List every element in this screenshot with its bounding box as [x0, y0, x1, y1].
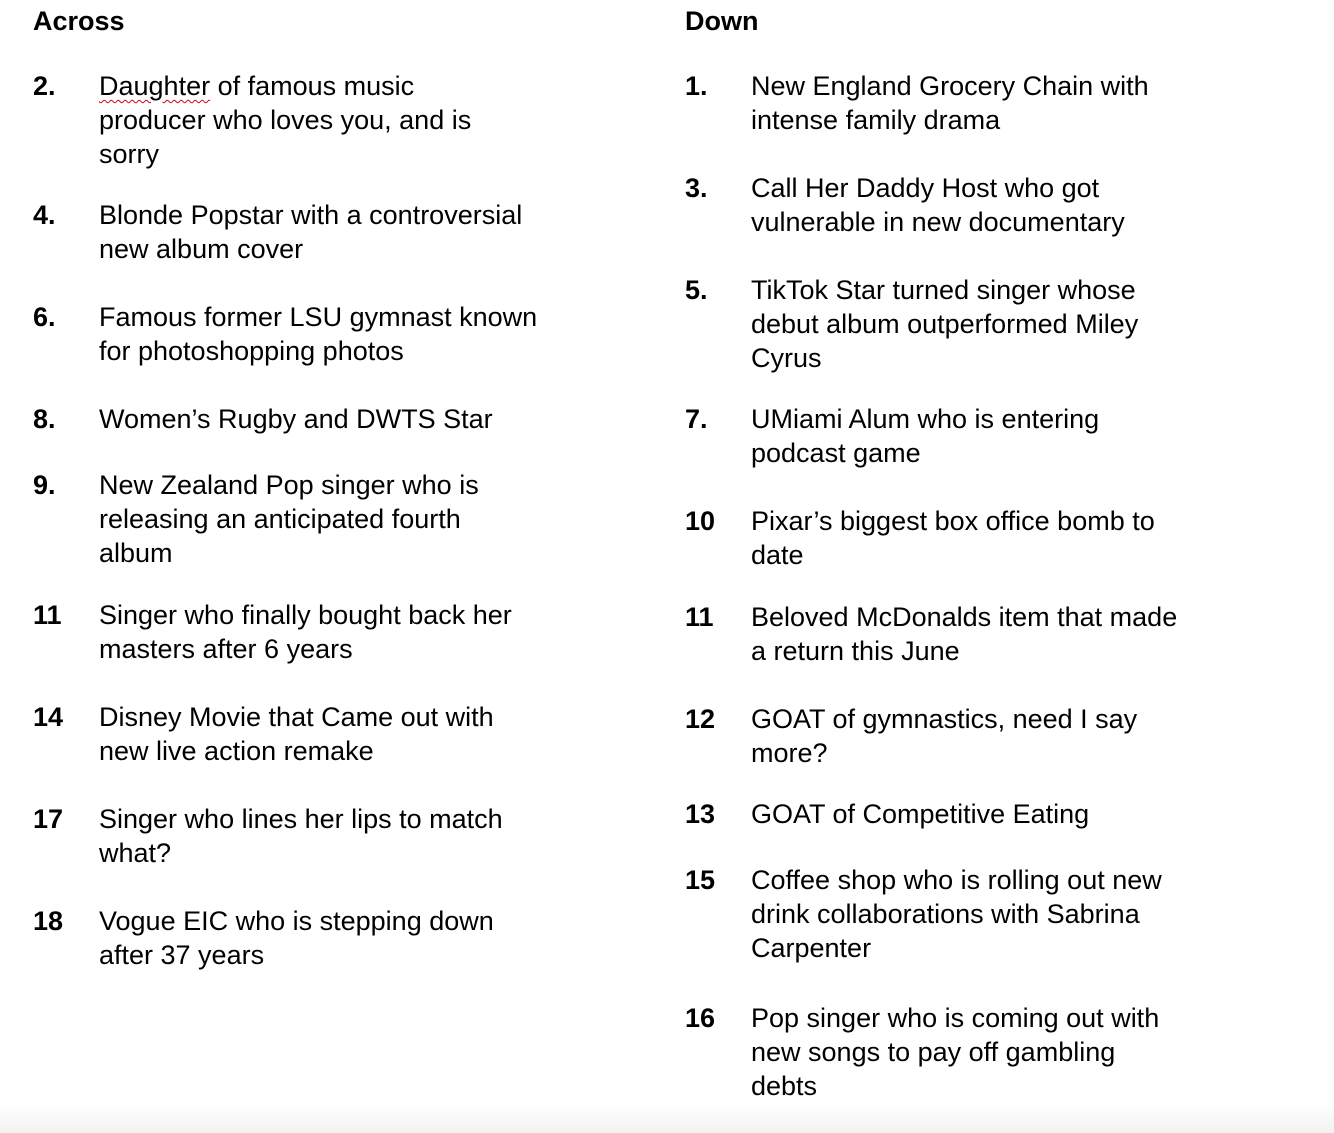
clue-number: 14 [33, 702, 64, 732]
clue-number: 7. [685, 404, 708, 434]
clue-number: 1. [685, 71, 708, 101]
clue-text: Pop singer who is coming out with new songs to pay off gambling debts [751, 1003, 1160, 1101]
page-bottom-edge [0, 1103, 1334, 1133]
clue-text: Disney Movie that Came out with new live action remake [99, 702, 494, 766]
clue-text: Pixar’s biggest box office bomb to date [751, 506, 1155, 570]
clue-number: 5. [685, 275, 708, 305]
clue-text: Singer who lines her lips to match what? [99, 804, 503, 868]
clue-text: Beloved McDonalds item that made a return this June [751, 602, 1178, 666]
clue-text-rest: of famous music producer who loves you, and is sorry [99, 71, 472, 169]
clue-text: Coffee shop who is rolling out new drink collaborations with Sabrina Carpenter [751, 865, 1162, 963]
clue-number: 13 [685, 799, 716, 829]
clue-number: 10 [685, 506, 716, 536]
clue-text: GOAT of gymnastics, need I say more? [751, 704, 1138, 768]
across-heading: Across [33, 6, 125, 36]
clue-number: 15 [685, 865, 716, 895]
clue-number: 12 [685, 704, 716, 734]
clue-text: GOAT of Competitive Eating [751, 799, 1090, 829]
clue-text: Blonde Popstar with a controversial new album cover [99, 200, 523, 264]
clue-text: Vogue EIC who is stepping down after 37 years [99, 906, 494, 970]
clue-number: 18 [33, 906, 64, 936]
misspelled-word[interactable]: Daughter [99, 71, 211, 101]
clue-text: Famous former LSU gymnast known for photoshopping photos [99, 302, 538, 366]
clue-text: TikTok Star turned singer whose debut album outperformed Miley Cyrus [751, 275, 1139, 373]
clue-number: 4. [33, 200, 56, 230]
clue-number: 11 [33, 600, 62, 630]
clue-text: Singer who finally bought back her masters after 6 years [99, 600, 512, 664]
clue-text [99, 69, 599, 171]
clue-number: 2. [33, 71, 56, 101]
clue-text: New Zealand Pop singer who is releasing an anticipated fourth album [99, 470, 479, 568]
clue-number: 11 [685, 602, 714, 632]
clue-number: 16 [685, 1003, 716, 1033]
clue-number: 3. [685, 173, 708, 203]
clue-text: Call Her Daddy Host who got vulnerable in new documentary [751, 173, 1125, 237]
clue-number: 17 [33, 804, 64, 834]
clue-text: Women’s Rugby and DWTS Star [99, 404, 493, 434]
clue-number: 6. [33, 302, 56, 332]
clue-number: 8. [33, 404, 56, 434]
clue-text: UMiami Alum who is entering podcast game [751, 404, 1100, 468]
down-heading: Down [685, 6, 759, 36]
clue-text: New England Grocery Chain with intense family drama [751, 71, 1149, 135]
clue-number: 9. [33, 470, 56, 500]
